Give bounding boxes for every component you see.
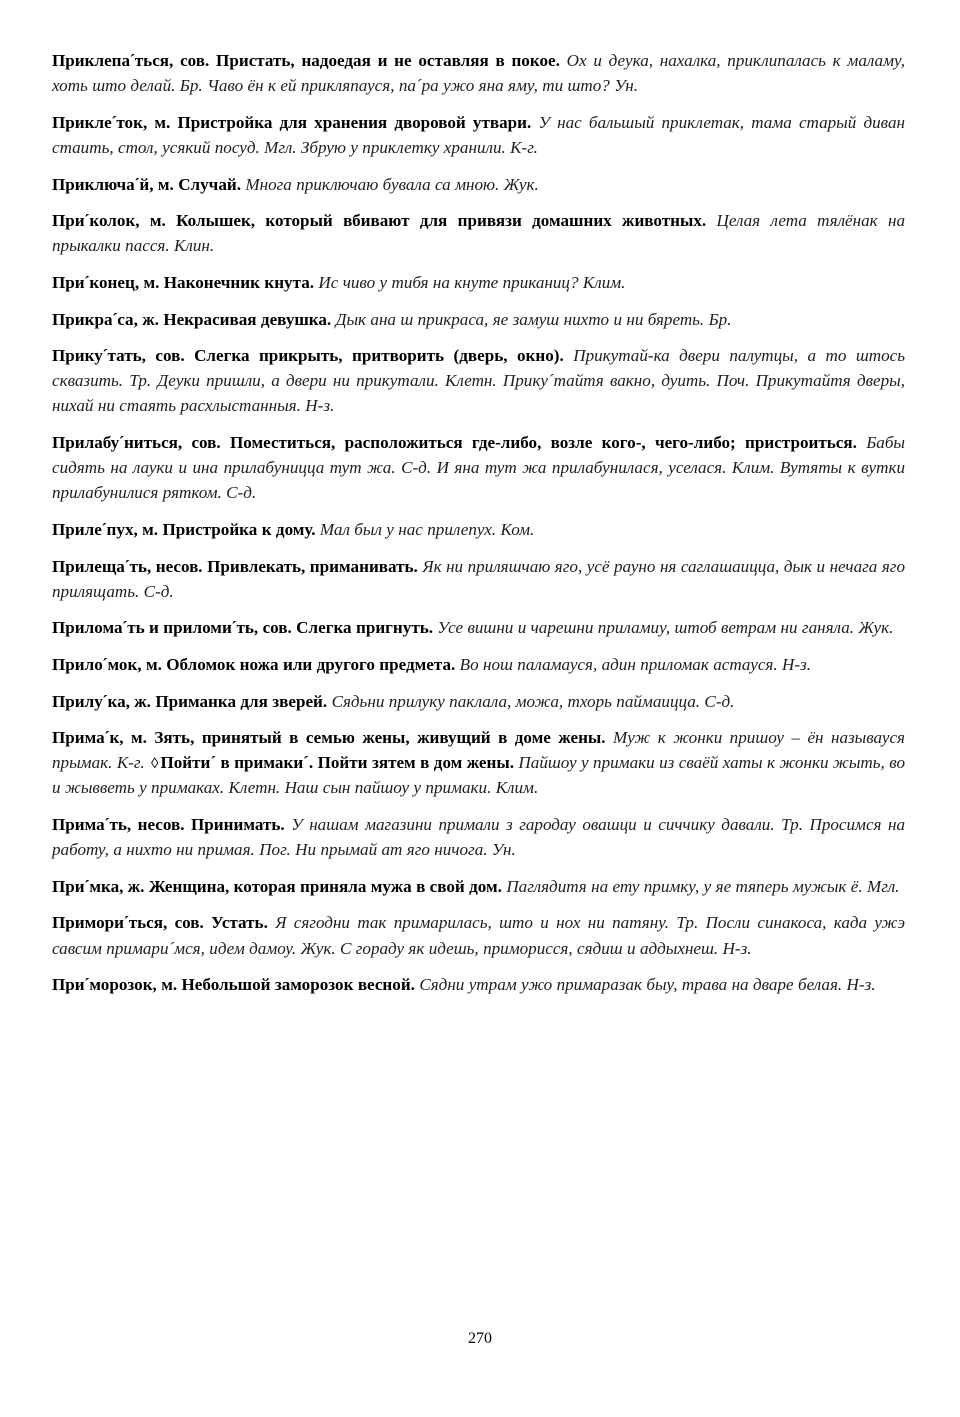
stress-mark-icon: ´ [231,618,237,638]
dictionary-entry [52,725,905,800]
entry-example: Усе вишни и чарешни приламиу, штоб ветрам ни ганяла. Жук. [437,618,894,638]
entry-headword-block [52,310,331,329]
dictionary-entry [52,110,905,160]
stress-mark-icon: ´ [102,654,108,674]
entry-definition: Слегка пригнуть. [296,618,434,638]
entry-headword-block [52,51,560,70]
entry-grammar-label: ниться, сов. [123,433,221,452]
entry-grammar-label: к, м. [109,728,147,748]
entry-headword: Прикра [52,309,113,329]
entry-headword-block [52,273,314,292]
entry-headword-block [52,975,415,994]
entry-phrase-definition: Пойти зятем в дом жены. [317,753,514,773]
entry-headword: Прикле [52,112,112,132]
entry-headword: Прима [52,728,105,748]
dictionary-entry [52,972,905,997]
entry-definition: Пристать, надоедая и не оставляя в покое. [216,51,560,70]
dictionary-entry [52,554,905,604]
entry-headword: Прима [52,815,105,834]
entry-grammar-label: ть и приломи [127,618,232,638]
entry-definition: Привлекать, приманивать. [207,556,418,576]
dictionary-entry [52,270,905,295]
entry-grammar-label: колок, м. [89,211,166,231]
entry-definition: Устать. [211,913,268,933]
entry-headword-block [52,175,241,194]
entry-example: Сядьни прилуку паклала, можа, тхорь паймаицца. С-д. [331,691,735,711]
entry-definition: Пристройка для хранения дворовой утвари. [177,112,532,132]
dictionary-entry [52,652,905,677]
entry-definition: Случай. [178,174,241,194]
dictionary-entry [52,307,905,332]
entry-phrase: Пойти´ в примаки´. [160,753,314,773]
entry-example: Ис чиво у тибя на кнуте приканиц? Клим. [318,272,626,292]
stress-mark-icon: ´ [118,433,125,452]
entry-example: Во нош паламауся, адин приломак астауся. Н-з. [459,654,811,674]
dictionary-entry [52,910,905,960]
entry-headword: При [52,272,85,292]
stress-mark-icon: ´ [104,728,110,748]
stress-mark-icon: ´ [112,309,118,329]
dictionary-entry [52,517,905,542]
entry-headword-block [52,520,316,539]
entry-definition: Приманка для зверей. [155,691,328,711]
entry-headword-block [52,557,418,576]
entry-headword: Приклепа [52,51,131,70]
stress-mark-icon: ´ [123,913,130,933]
entry-grammar-label: ть, несов. [129,556,203,576]
stress-mark-icon: ´ [84,272,90,292]
entry-example: У нашам магазини примали з гародау овашци и сиччику давали. Тр. Просимся на работу, а нихто ни примая. Пог. Ни прымай ат яго ничога. Ун. [52,815,906,860]
entry-grammar-label: ток, м. [116,112,171,132]
stress-mark-icon: ´ [124,556,131,576]
entry-headword: Приключа [52,174,135,194]
entry-example: Прикутай-ка двери палутцы, а то штось сквазить. Тр. Деуки пришли, а двери ни прикутали. Клетн. Прику´тайтя вакно, дуить. Поч. Прикутайтя дверы, нихай ни стаять расхлыстанныя. Н-з. [52,346,905,416]
entry-grammar-label: морозок, м. [89,975,178,995]
entry-definition: Обломок ножа или другого предмета. [166,654,456,674]
entry-grammar-label: пух, м. [106,519,159,539]
dictionary-entry [52,48,905,98]
entry-definition: Пристройка к дому. [162,519,316,539]
entry-headword: Прилу [52,691,103,711]
entry-grammar-label: й, м. [139,174,174,194]
entry-example: Многа приключаю бувала са мною. Жук. [245,174,539,194]
stress-mark-icon: ´ [84,975,90,995]
entry-grammar-label: са, ж. [117,309,159,329]
entry-definition: Женщина, которая приняла мужа в свой дом. [148,876,502,896]
entry-example: Мал был у нас прилепух. Ком. [319,519,535,539]
entry-grammar-label: ть, несов. [109,815,185,834]
entry-headword: При [52,876,85,896]
entry-grammar-label: тать, сов. [107,346,185,366]
dictionary-entry [52,343,905,418]
dictionary-entry [52,208,905,258]
stress-mark-icon: ´ [134,174,140,194]
entry-example: Дык ана ш прикраса, яе замуш нихто и ни бяреть. Бр. [335,309,732,329]
entry-grammar-label: конец, м. [89,272,160,292]
entry-grammar-label: мок, м. [107,654,162,674]
entry-grammar-label: ться, сов. [134,51,210,70]
entry-example: Бабы сидять на лауки и ина прилабуницца тут жа. С-д. И яна тут жа прилабунилася, уселася. Клим. Вутяты к вутки прилабунилися рятком. С-д. [52,433,905,503]
stress-mark-icon: ´ [84,876,90,896]
stress-mark-icon: ´ [101,519,108,539]
entry-headword-block [52,728,606,747]
entry-grammar-label: мка, ж. [89,876,145,896]
entry-grammar-label: ть, сов. [236,618,292,638]
entry-definition: Наконечник кнута. [163,272,315,292]
entry-headword-block [52,815,285,834]
entry-headword-block [52,211,706,230]
entry-headword: Прилабу [52,433,120,452]
entry-headword-block [52,913,268,932]
entry-definition: Зять, принятый в семью жены, живущий в доме жены. [154,728,606,748]
entry-example: Паглядитя на ету примку, у яе тяперь мужык ё. Мгл. [506,876,900,896]
lozenge-icon: ◊ [151,756,159,773]
entry-headword: Прику [52,346,103,366]
stress-mark-icon: ´ [122,618,128,638]
entry-definition: Принимать. [191,815,285,834]
dictionary-entry [52,874,905,899]
page-number: 270 [468,1330,492,1347]
stress-mark-icon: ´ [102,691,108,711]
entry-grammar-label: ка, ж. [107,691,151,711]
entry-headword: Примори [52,913,124,933]
entry-headword-block [52,346,564,365]
entry-headword: Прило [52,654,103,674]
entry-definition: Слегка прикрыть, притворить (дверь, окно). [194,346,564,366]
entry-headword-block [52,655,455,674]
entry-example: У нас бальшый приклетак, тама старый диван стаить, стол, усякий посуд. Мгл. Збрую у приклетку хранили. К-г. [52,112,905,157]
entry-example: Сядни утрам ужо примаразак быу, трава на дваре белая. Н-з. [419,975,876,995]
entry-grammar-label: ться, сов. [128,913,204,933]
entry-headword: Прилеща [52,556,125,576]
stress-mark-icon: ´ [129,51,136,70]
stress-mark-icon: ´ [102,346,109,366]
dictionary-entry [52,689,905,714]
entry-headword: При [52,975,85,995]
stress-mark-icon: ´ [84,211,90,231]
entry-headword-block [52,877,502,896]
entry-definition: Некрасивая девушка. [163,309,332,329]
entry-headword: При [52,211,85,231]
dictionary-entry [52,812,905,862]
entry-headword-block [52,618,433,637]
entry-phrase-example: Пайшоу у примаки из сваёй хаты к жонки жыть, во и жывветь у примаках. Клетн. Наш сын пайшоу у примаки. Клим. [52,753,905,798]
entry-example: Целая лета тялёнак на прыкалки пасся. Клин. [52,211,906,256]
entry-example: Муж к жонки пришоу – ён называуся прымак. К-г. [52,728,905,773]
dictionary-entry [52,615,905,640]
entry-definition: Поместиться, расположиться где-либо, возле кого-, чего-либо; пристроиться. [229,433,857,452]
entry-example: Ох и деука, нахалка, приклипалась к маламу, хоть што делай. Бр. Чаво ён к ей прикляпауся, па´ра ужо яна яму, ти што? Ун. [52,51,906,96]
entry-definition: Небольшой заморозок весной. [181,975,415,995]
entry-example: Як ни приляшчаю яго, усё рауно ня саглашаицца, дык и нечага яго прилящать. С-д. [52,556,905,601]
entry-headword: Приле [52,519,102,539]
dictionary-entry [52,430,905,505]
entry-definition: Колышек, который вбивают для привязи домашних животных. [176,211,707,231]
dictionary-entry [52,172,905,197]
stress-mark-icon: ´ [111,112,117,132]
entry-example: Я сягодни так примарилась, што и нох ни патяну. Тр. Посли синакоса, када ужэ савсим примари´мся, идем дамоу. Жук. С гораду як идешь, приморисся, сядиш и аддыхнеш. Н-з. [52,913,905,958]
entry-list [52,48,905,997]
entry-headword: Прилома [52,618,123,638]
entry-headword-block [52,113,531,132]
stress-mark-icon: ´ [104,815,110,834]
entry-headword-block [52,433,857,452]
entry-headword-block [52,692,327,711]
